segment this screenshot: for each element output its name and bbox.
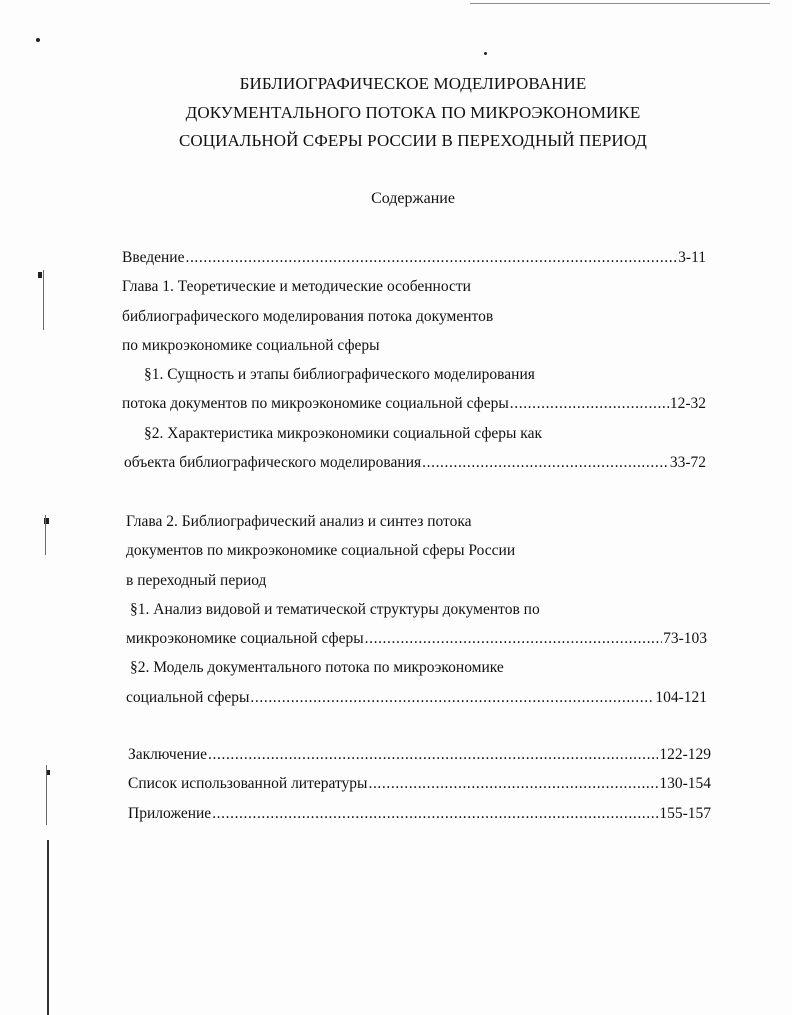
toc-section-line: §2. Характеристика микроэкономики социальной сферы как: [144, 424, 542, 442]
scan-edge-line: [470, 3, 770, 4]
toc-entry-label: Список использованной литературы: [128, 775, 368, 793]
toc-entry-label: микроэкономике социальной сферы: [126, 630, 364, 648]
toc-chapter-heading: Глава 1. Теоретические и методические особенности: [122, 278, 471, 296]
title-line: СОЦИАЛЬНОЙ СФЕРЫ РОССИИ В ПЕРЕХОДНЫЙ ПЕРИОД: [178, 131, 647, 150]
dot-leader: [208, 740, 658, 769]
scan-edge-line: [43, 270, 44, 330]
toc-entry-appendix: [128, 799, 711, 828]
toc-entry-pages: 155-157: [659, 804, 711, 822]
dot-leader: [422, 448, 669, 477]
dot-leader: [212, 799, 658, 828]
toc-chapter-heading: в переходный период: [126, 571, 267, 589]
toc-entry-pages: 104-121: [655, 688, 707, 706]
scan-edge-line: [46, 765, 47, 825]
toc-section-line: §1. Анализ видовой и тематической структуры документов по: [130, 600, 540, 618]
toc-entry-pages: 73-103: [663, 630, 707, 648]
dot-leader: [250, 683, 654, 712]
scan-edge-line: [45, 515, 46, 555]
toc-entry-conclusion: [128, 740, 711, 769]
toc-entry-label: Заключение: [128, 746, 208, 763]
dot-leader: [510, 389, 669, 418]
toc-section-line: §1. Сущность и этапы библиографического моделирования: [144, 366, 535, 384]
toc-entry-pages: 130-154: [659, 775, 711, 793]
toc-entry-intro: [122, 243, 706, 272]
toc-chapter-heading: Глава 2. Библиографический анализ и синтез потока: [126, 513, 472, 530]
toc-block-backmatter: [128, 740, 711, 828]
title-line: ДОКУМЕНТАЛЬНОГО ПОТОКА ПО МИКРОЭКОНОМИКЕ: [185, 102, 641, 122]
scan-speck: [484, 52, 487, 55]
scan-speck: [38, 272, 42, 278]
scan-edge-line: [47, 840, 49, 1015]
toc-chapter-heading: библиографического моделирования потока документов: [122, 307, 494, 325]
toc-entry-ch1-s1: [122, 389, 706, 418]
toc-entry-label: Приложение: [128, 804, 212, 822]
toc-chapter-heading: документов по микроэкономике социальной сферы России: [126, 542, 516, 560]
dot-leader: [368, 769, 658, 798]
toc-entry-label: потока документов по микроэкономике социальной сферы: [122, 395, 509, 413]
toc-entry-ch2-s1: [126, 624, 707, 653]
toc-block-chapter1: [122, 243, 706, 477]
toc-block-chapter2: [126, 507, 707, 712]
toc-entry-ch1-s2: [122, 448, 706, 477]
toc-heading: Содержание: [371, 190, 455, 207]
toc-entry-label: социальной сферы: [126, 688, 250, 706]
toc-entry-pages: 33-72: [669, 454, 706, 472]
scan-speck: [36, 38, 40, 42]
toc-entry-pages: 3-11: [678, 249, 706, 266]
toc-entry-references: [128, 769, 711, 798]
toc-entry-ch2-s2: [126, 683, 707, 712]
toc-entry-label: объекта библиографического моделирования: [124, 454, 422, 472]
toc-entry-pages: 122-129: [659, 746, 711, 763]
dot-leader: [365, 624, 662, 653]
toc-entry-label: Введение: [122, 249, 185, 266]
toc-chapter-heading: по микроэкономике социальной сферы: [122, 336, 380, 354]
title-line: БИБЛИОГРАФИЧЕСКОЕ МОДЕЛИРОВАНИЕ: [239, 74, 587, 93]
toc-section-line: §2. Модель документального потока по микроэкономике: [130, 659, 504, 677]
dot-leader: [185, 243, 677, 272]
document-title: [100, 70, 726, 156]
toc-entry-pages: 12-32: [669, 395, 706, 413]
